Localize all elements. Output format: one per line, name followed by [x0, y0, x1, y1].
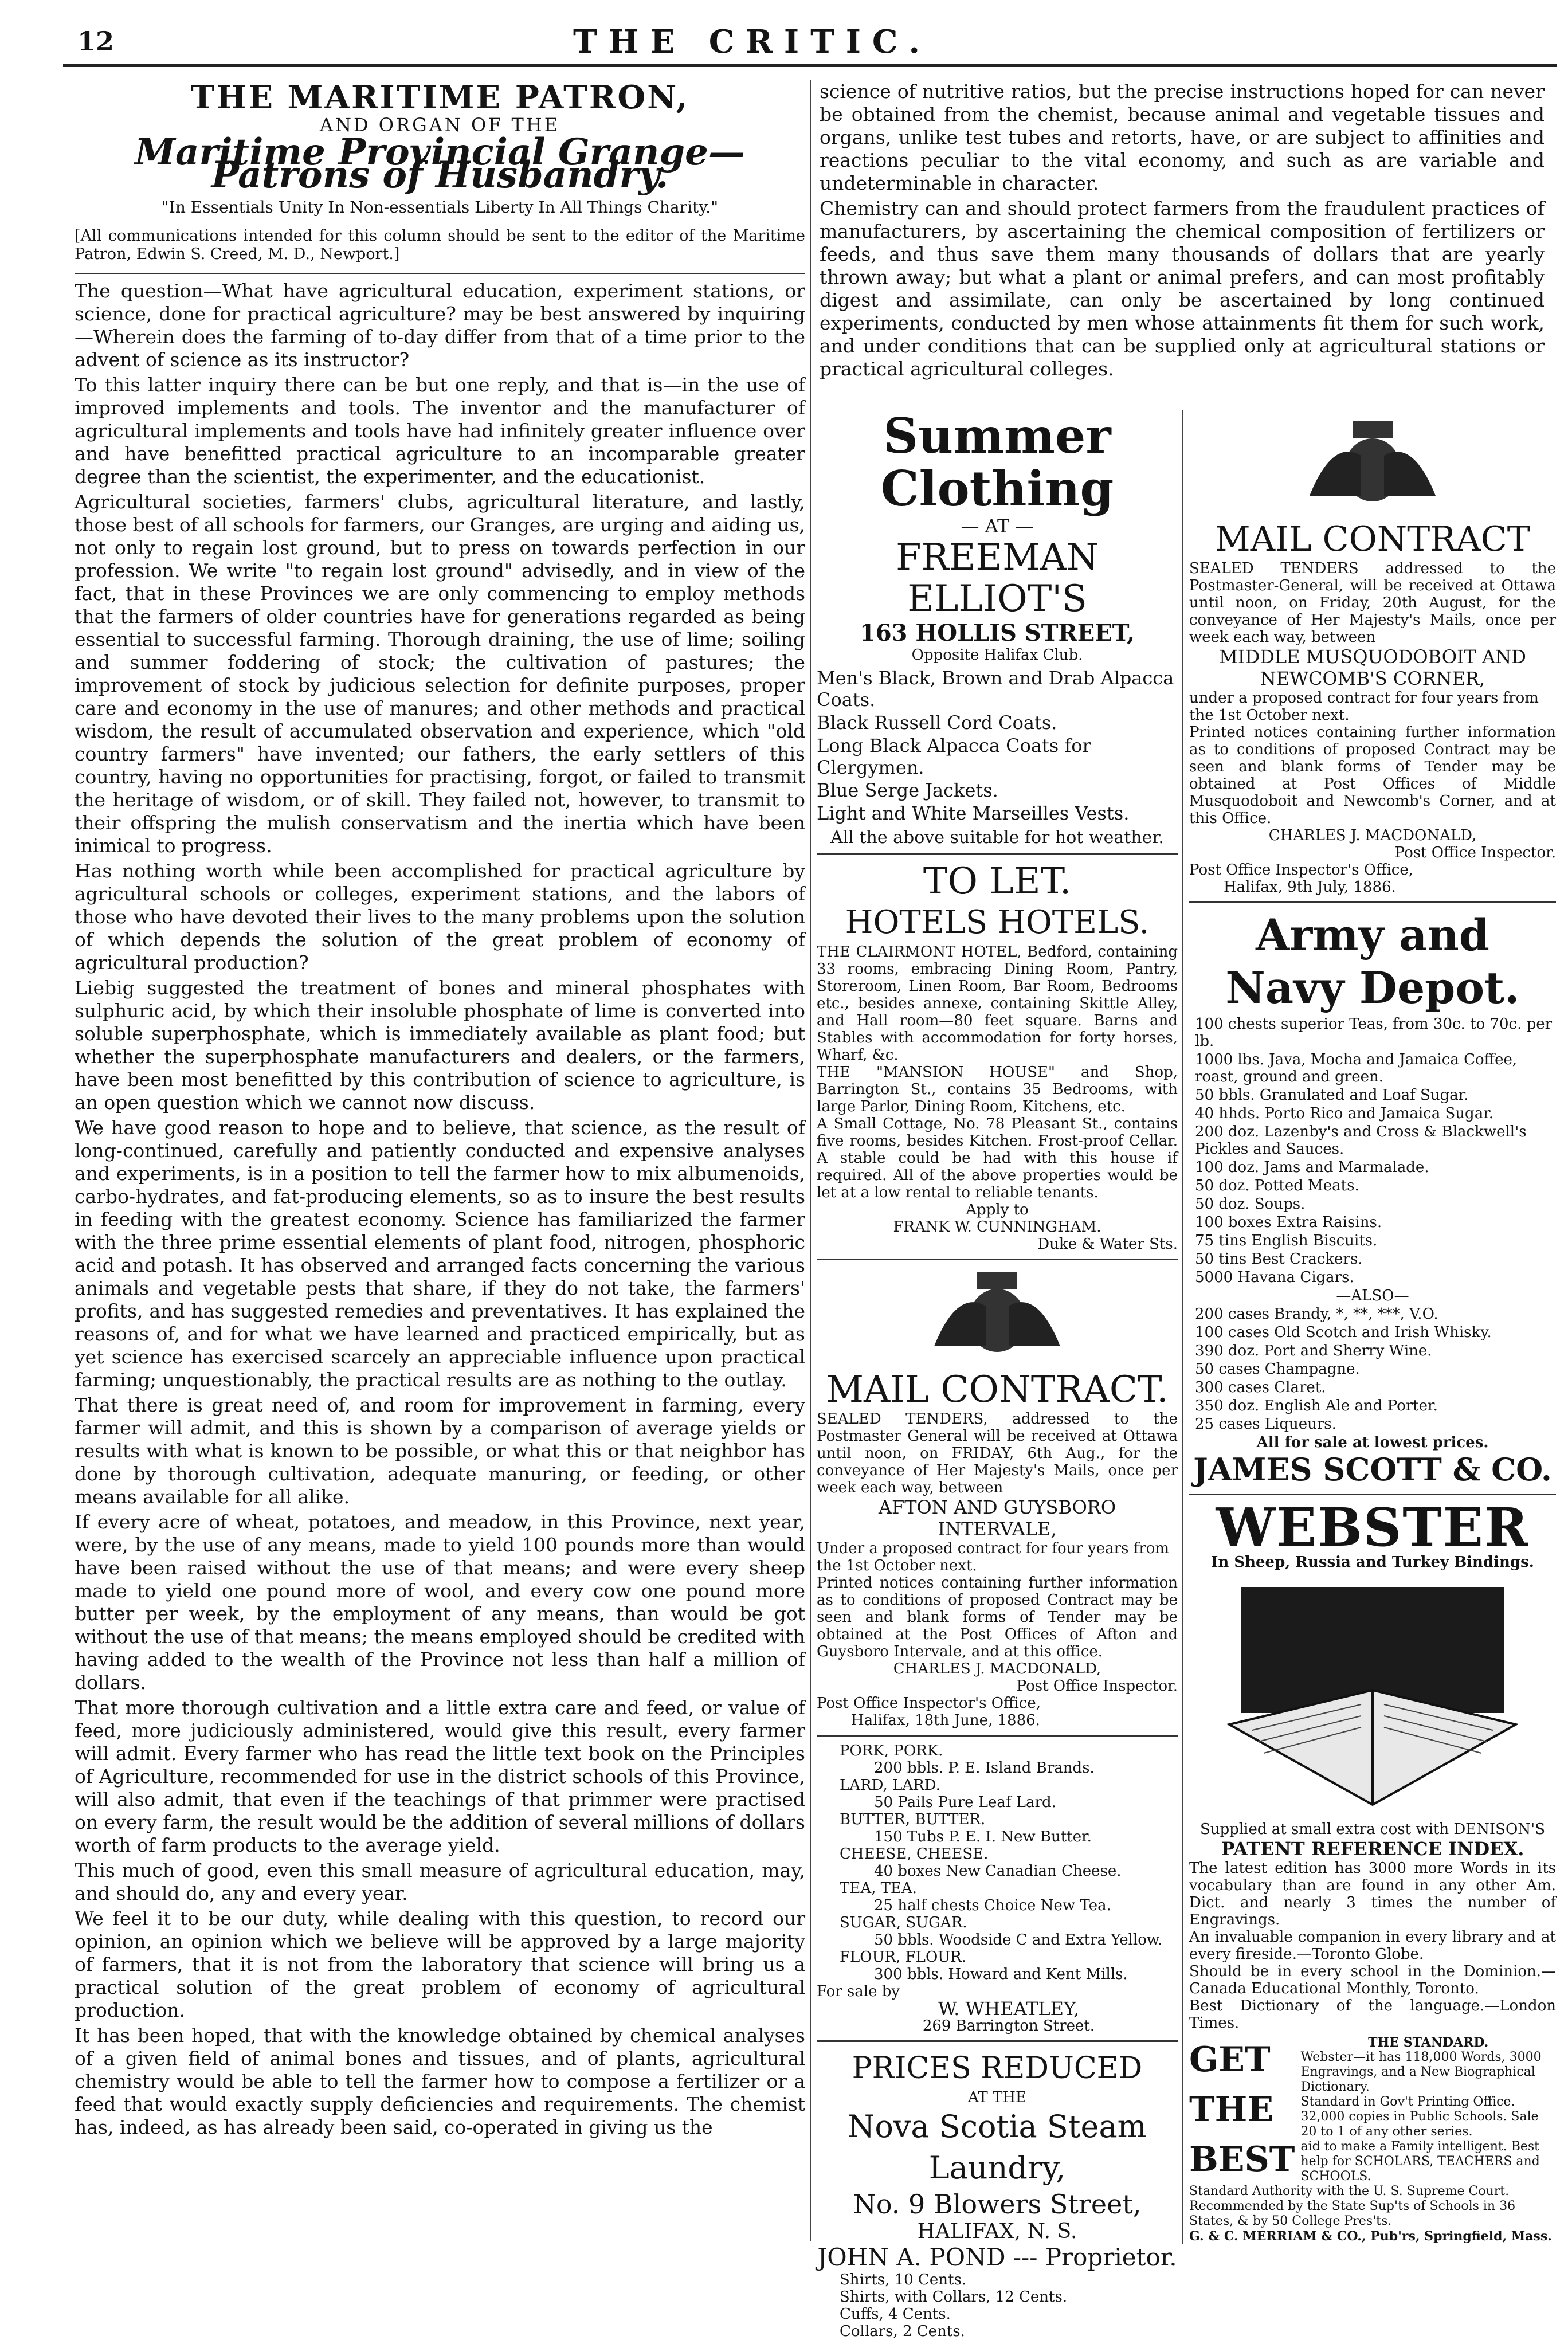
- mail-contract-role: Post Office Inspector.: [1016, 1677, 1178, 1695]
- mail-contract-signer: CHARLES J. MACDONALD,: [1268, 827, 1477, 844]
- ads-right-column: [1189, 410, 1556, 2244]
- article-paragraph: If every acre of wheat, potatoes, and meadow, in this Province, next year, were, by the use of any means, made to yield 100 pounds more than would have been raised without the use of that means; and were every sheep made to yield one pound more of wool, and every cow one pound more butter per week, by the employment of any means, than would be got without the use of that means; the means employed should be credited with having added to the wealth of the Province not less than half a million of dollars.: [75, 1511, 805, 1694]
- column-separator: [810, 80, 811, 2241]
- laundry-price: Collars, 2 Cents.: [840, 2323, 965, 2340]
- webster-body: Best Dictionary of the language.—London Times.: [1189, 1997, 1556, 2032]
- mail-contract-route: MIDDLE MUSQUODOBOIT AND NEWCOMB'S CORNER,: [1219, 646, 1526, 689]
- article-paragraph: Agricultural societies, farmers' clubs, agricultural literature, and lastly, those best of all schools for farmers, our Granges, are urging and aiding us, not only to regain lost ground, but to press on towards perfection in our profession. We write "to regain lost ground" advisedly, and in view of the fact, that in these Provinces we are only commencing to employ methods that the farmers of older countries have for generations regarded as being essential to successful farming. Thorough draining, the use of lime; soiling and summer foddering of stock; the cultivation of pastures; the improvement of stock by judicious selection for definite purposes, proper care and economy in the use of manures; and other methods and practical wisdom, the result of accumulated observation and experience, which "old country farmers" have invented; our fathers, the early settlers of this country, having no opportunities for practising, forgot, or failed to transmit the heritage of wisdom, or of skill. They failed not, however, to transmit to their offspring the mulish conservatism and the inertia which have been inimical to progress.: [75, 491, 805, 857]
- army-item: 50 tins Best Crackers.: [1195, 1251, 1363, 1268]
- laundry-at: AT THE: [968, 2089, 1026, 2106]
- provision-line: BUTTER, BUTTER.: [840, 1811, 986, 1828]
- summer-clothing-title: Summer Clothing: [880, 407, 1114, 517]
- article-paragraph: science of nutritive ratios, but the precise instructions hoped for can never be obtained from the chemist, because animal and vegetable tissues and organs, unlike test tubes and retorts, have, or are subject to affinities and reactions peculiar to the vital economy, and such as are variable and undeterminable in character.: [820, 80, 1545, 194]
- patron-note: [All communications intended for this column should be sent to the editor of the Maritime Patron, Edwin S. Creed, M. D., Newport.]: [75, 227, 805, 263]
- webster-sub: In Sheep, Russia and Turkey Bindings.: [1211, 1554, 1534, 1571]
- provision-line: 150 Tubs P. E. I. New Butter.: [874, 1828, 1092, 1845]
- article-continuation: [820, 80, 1545, 401]
- article-paragraph: It has been hoped, that with the knowledge obtained by chemical analyses of a given field of animal bones and tissues, and of plants, agricultural chemistry would be able to tell the farmer how to compose a fertilizer or a feed that would exactly supply deficiencies and requirements. The chemist has, indeed, as has already been said, co-operated in giving us the: [75, 2024, 805, 2138]
- army-navy-title: Army and Navy Depot.: [1225, 910, 1520, 1013]
- article-paragraph: This much of good, even this small measure of agricultural education, may, and should do, any and every year.: [75, 1859, 805, 1904]
- laundry-price: Shirts, 10 Cents.: [840, 2271, 967, 2288]
- mail-contract-office: Post Office Inspector's Office,: [817, 1695, 1041, 1712]
- article-paragraph: Has nothing worth while been accomplished for practical agriculture by agricultural schools or colleges, experiment stations, and the labors of those who have devoted their lives to the many problems upon the solution of which depends the solution of the great problem of economy of agricultural production?: [75, 860, 805, 974]
- provision-line: FLOUR, FLOUR.: [840, 1949, 967, 1966]
- army-item: 100 boxes Extra Raisins.: [1195, 1214, 1382, 1231]
- ad-divider: [817, 1735, 1178, 1737]
- provision-sale: For sale by: [817, 1983, 900, 2000]
- webster-body: An invaluable companion in every library and at every fireside.—Toronto Globe.: [1189, 1929, 1556, 1963]
- dictionary-book-icon: [1218, 1575, 1527, 1816]
- provision-line: LARD, LARD.: [840, 1777, 940, 1794]
- mail-contract-body: SEALED TENDERS, addressed to the Postmaster General will be received at Ottawa until noon, on FRIDAY, 6th Aug., for the conveyance of Her Majesty's Mails, once per week each way, between: [817, 1410, 1178, 1496]
- summer-at: — AT —: [961, 515, 1034, 537]
- article-paragraph: We have good reason to hope and to believe, that science, as the result of long-continued, carefully and patiently conducted and expensive analyses and experiments, is in a position to tell the farmer how to mix albumenoids, carbo-hydrates, and fat-producing elements, so as to insure the best results in feeding with the greatest economy. Science has familiarized the farmer with the three prime essential elements of plant food, nitrogen, phosphoric acid and potash. It has observed and arranged facts concerning the various animals and vegetable pests that share, if they do not take, the farmers' profits, and has suggested remedies and preventatives. It has explained the reasons of, and for what we have learned and practiced empirically, but as yet science has exercised scarcely an appreciable influence upon practical farming; unquestionably, the practical results are as nothing to the outlay.: [75, 1116, 805, 1391]
- laundry-name: Nova Scotia Steam Laundry,: [848, 2108, 1147, 2186]
- webster-best: BEST: [1189, 2139, 1295, 2180]
- summer-firm: FREEMAN ELLIOT'S: [896, 536, 1099, 620]
- to-let-body: THE CLAIRMONT HOTEL, Bedford, containing 33 rooms, embracing Dining Room, Pantry, Storeroom, Linen Room, Bar Room, Bedrooms etc., besides annexe, containing Skittle Alley, and Hall room—80 feet square. Barns and Stables with accommodation for forty horses, Wharf, &c.: [817, 943, 1178, 1064]
- article-paragraph: The question—What have agricultural education, experiment stations, or science, done for practical agriculture? may be best answered by inquiring—Wherein does the farming of to-day differ from that of a time prior to the advent of science as its instructor?: [75, 280, 805, 371]
- army-item: 5000 Havana Cigars.: [1195, 1269, 1354, 1286]
- army-navy-ad: [1189, 909, 1556, 1488]
- provision-line: TEA, TEA.: [840, 1880, 917, 1897]
- royal-arms-icon: [1298, 416, 1447, 513]
- provision-seller: W. WHEATLEY,: [938, 1998, 1080, 2020]
- army-item: 100 chests superior Teas, from 30c. to 70c. per lb.: [1195, 1016, 1553, 1050]
- webster-std-line: Webster—it has 118,000 Words, 3000 Engravings, and a New Biographical Dictionary.: [1300, 2050, 1542, 2094]
- webster-publisher: G. & C. MERRIAM & CO., Pub'rs, Springfield, Mass.: [1189, 2229, 1552, 2244]
- ads-column-separator: [1182, 410, 1183, 2244]
- ads-left-column: [817, 407, 1178, 2340]
- army-item: 25 cases Liqueurs.: [1195, 1416, 1336, 1433]
- summer-clothing-ad: [817, 407, 1178, 848]
- mail-contract-body2: under a proposed contract for four years from the 1st October next.: [1189, 689, 1539, 724]
- webster-title: WEBSTER: [1216, 1496, 1530, 1558]
- army-item: 1000 lbs. Java, Mocha and Jamaica Coffee, roast, ground and green.: [1195, 1051, 1518, 1085]
- webster-supplied: Supplied at small extra cost with DENISON'S: [1199, 1821, 1546, 1838]
- to-let-name: FRANK W. CUNNINGHAM.: [893, 1218, 1101, 1236]
- army-item: 50 doz. Soups.: [1195, 1196, 1306, 1213]
- patron-blackletter-heading: Maritime Provincial Grange—Patrons of Husbandry.: [135, 131, 745, 197]
- webster-ad: [1189, 1496, 1556, 2244]
- laundry-city: HALIFAX, N. S.: [917, 2220, 1077, 2243]
- army-item: 390 doz. Port and Sherry Wine.: [1195, 1342, 1432, 1359]
- mail-contract-date: Halifax, 9th July, 1886.: [1224, 879, 1396, 896]
- provision-line: 50 Pails Pure Leaf Lard.: [874, 1794, 1056, 1811]
- header-rule: [63, 64, 1557, 67]
- article-paragraph: Liebig suggested the treatment of bones and mineral phosphates with sulphuric acid, by which their insoluble phosphate of lime is converted into soluble superphosphate, which is immediately available as plant food; but whether the superphosphate manufacturers and dealers, or the farmers, have been most benefitted by this contribution of science to agriculture, is an open question which we cannot now discuss.: [75, 977, 805, 1114]
- webster-patent: PATENT REFERENCE INDEX.: [1221, 1838, 1524, 1860]
- webster-footer: Standard Authority with the U. S. Supreme Court. Recommended by the State Sup'ts of Schools in 36 States, & by 50 College Pres'ts.: [1189, 2184, 1516, 2228]
- royal-arms-icon: [923, 1266, 1072, 1363]
- mail-contract-route: AFTON AND GUYSBORO INTERVALE,: [878, 1496, 1116, 1540]
- webster-body: The latest edition has 3000 more Words in its vocabulary than are found in any other Am. Dict. and nearly 3 times the number of Engravings.: [1189, 1860, 1556, 1929]
- mail-contract-signer: CHARLES J. MACDONALD,: [893, 1660, 1101, 1677]
- webster-std-line: aid to make a Family intelligent. Best help for SCHOLARS, TEACHERS and SCHOOLS.: [1300, 2139, 1540, 2184]
- webster-body: Should be in every school in the Dominion.—Canada Educational Monthly, Toronto.: [1189, 1963, 1556, 1997]
- provision-line: 50 bbls. Woodside C and Extra Yellow.: [874, 1931, 1163, 1949]
- laundry-ad: [817, 2048, 1178, 2340]
- summer-item: Blue Serge Jackets.: [817, 779, 998, 801]
- provision-line: CHEESE, CHEESE.: [840, 1845, 989, 1863]
- army-item: 100 doz. Jams and Marmalade.: [1195, 1159, 1429, 1176]
- masthead: THE CRITIC.: [573, 23, 932, 61]
- army-item: 50 doz. Potted Meats.: [1195, 1177, 1359, 1194]
- ad-divider: [817, 853, 1178, 855]
- to-let-subtitle: HOTELS HOTELS.: [845, 904, 1150, 941]
- summer-item: Light and White Marseilles Vests.: [817, 802, 1130, 824]
- to-let-body: THE "MANSION HOUSE" and Shop, Barrington St., contains 35 Bedrooms, with large Parlor, Dining Room, Kitchens, etc.: [817, 1064, 1178, 1115]
- ad-divider: [817, 2040, 1178, 2042]
- mail-contract-role: Post Office Inspector.: [1394, 844, 1556, 861]
- army-firm: JAMES SCOTT & CO.: [1193, 1451, 1552, 1488]
- mail-contract-ad-right: [1189, 416, 1556, 896]
- article-paragraph: We feel it to be our duty, while dealing with this question, to record our opinion, an opinion which we believe will be approved by a large majority of farmers, that it is not from the laboratory that science will bring us a practical solution of the great problem of economy of agricultural production.: [75, 1907, 805, 2021]
- article-paragraph: Chemistry can and should protect farmers from the fraudulent practices of manufacturers, by ascertaining the chemical composition of fertilizers or feeds, and thus save them many thousands of dollars that are yearly thrown away; but what a plant or animal prefers, and can most profitably digest and assimilate, can only be ascertained by long continued experiments, conducted by men whose attainments fit them for such work, and under conditions that can be supplied only at agricultural stations or practical agricultural colleges.: [820, 197, 1545, 380]
- mail-contract-body: SEALED TENDERS addressed to the Postmaster-General, will be received at Ottawa until noon, on Friday, 20th August, for the conveyance of Her Majesty's Mails, once per week each way, between: [1189, 560, 1556, 646]
- mail-contract-body2: Under a proposed contract for four years from the 1st October next.: [817, 1540, 1170, 1574]
- ad-divider: [1189, 1494, 1556, 1495]
- article-paragraph: To this latter inquiry there can be but one reply, and that is—in the use of improved implements and tools. The inventor and the manufacturer of agricultural implements and tools have had infinitely greater influence over and have benefitted practical agriculture to an incomparable greater degree than the scientist, the experimenter, and the educationist.: [75, 374, 805, 488]
- to-let-ad: [817, 861, 1178, 1253]
- to-let-location: Duke & Water Sts.: [1037, 1236, 1178, 1253]
- army-item: 200 doz. Lazenby's and Cross & Blackwell's Pickles and Sauces.: [1195, 1123, 1527, 1158]
- summer-item: Men's Black, Brown and Drab Alpacca Coats.: [817, 667, 1174, 711]
- to-let-title: TO LET.: [923, 860, 1072, 903]
- provision-address: 269 Barrington Street.: [922, 2017, 1095, 2035]
- mail-contract-body3: Printed notices containing further information as to conditions of proposed Contract may be seen and blank forms of Tender may be obtained at Post Offices of Middle Musquodoboit and Newcomb's Corner, and at this Office.: [1189, 724, 1556, 827]
- army-also: —ALSO—: [1336, 1287, 1409, 1304]
- army-item: 50 bbls. Granulated and Loaf Sugar.: [1195, 1087, 1469, 1104]
- article-paragraph: That more thorough cultivation and a little extra care and feed, or value of feed, more judiciously administered, would give this result, every farmer will admit. Every farmer who has read the little text book on the Principles of Agriculture, recommended for use in the district schools of this Province, will also admit, that even if the teachings of that primmer were practised on every farm, the result would be the addition of several millions of dollars worth of farm products to the average yield.: [75, 1696, 805, 1856]
- provision-line: 25 half chests Choice New Tea.: [874, 1897, 1111, 1914]
- provision-line: 200 bbls. P. E. Island Brands.: [874, 1759, 1095, 1777]
- article-paragraph: That there is great need of, and room for improvement in farming, every farmer will admit, and this is shown by a comparison of average yields or results with what is known to be possible, or what this or that neighbor has done by thorough cultivation, adequate manuring, or feeding, or other means available for all alike.: [75, 1394, 805, 1508]
- summer-opposite: Opposite Halifax Club.: [911, 646, 1083, 664]
- laundry-price: Shirts, with Collars, 12 Cents.: [840, 2288, 1068, 2306]
- summer-item: Black Russell Cord Coats.: [817, 712, 1057, 734]
- webster-std-line: Standard in Gov't Printing Office. 32,000 copies in Public Schools. Sale 20 to 1 of any other series.: [1300, 2095, 1539, 2139]
- mail-contract-title: MAIL CONTRACT.: [826, 1369, 1169, 1411]
- army-item: 100 cases Old Scotch and Irish Whisky.: [1195, 1324, 1492, 1341]
- mail-contract-office: Post Office Inspector's Office,: [1189, 861, 1414, 879]
- webster-standard: THE STANDARD.: [1368, 2035, 1489, 2050]
- laundry-proprietor: JOHN A. POND --- Proprietor.: [817, 2243, 1177, 2271]
- patron-title: THE MARITIME PATRON,: [190, 79, 689, 116]
- to-let-body: A Small Cottage, No. 78 Pleasant St., contains five rooms, besides Kitchen. Frost-proof Cellar. A stable could be had with this house if required. All of the above properties would be let at a low rental to reliable tenants.: [817, 1115, 1178, 1201]
- laundry-address: No. 9 Blowers Street,: [853, 2189, 1142, 2220]
- army-footer: All for sale at lowest prices.: [1256, 1434, 1489, 1451]
- summer-address: 163 HOLLIS STREET,: [860, 620, 1135, 646]
- ad-divider: [817, 1259, 1178, 1260]
- army-item: 200 cases Brandy, *, **, ***, V.O.: [1195, 1306, 1438, 1323]
- army-item: 40 hhds. Porto Rico and Jamaica Sugar.: [1195, 1105, 1494, 1122]
- section-divider: [75, 272, 805, 274]
- webster-the: THE: [1189, 2089, 1274, 2130]
- page-number: 12: [77, 26, 115, 57]
- maritime-patron-column: [75, 80, 805, 2241]
- mail-contract-date: Halifax, 18th June, 1886.: [851, 1712, 1040, 1729]
- mail-contract-body3: Printed notices containing further information as to conditions of proposed Contract may be seen and blank forms of Tender may be obtained at the Post Offices of Afton and Guysboro Intervale, and at this office.: [817, 1574, 1178, 1660]
- army-item: 75 tins English Biscuits.: [1195, 1232, 1378, 1249]
- summer-item: Long Black Alpacca Coats for Clergymen.: [817, 735, 1091, 778]
- provision-line: 40 boxes New Canadian Cheese.: [874, 1863, 1122, 1880]
- army-item: 300 cases Claret.: [1195, 1379, 1326, 1396]
- army-item: 50 cases Champagne.: [1195, 1361, 1360, 1378]
- provision-line: SUGAR, SUGAR.: [840, 1914, 967, 1931]
- summer-footer: All the above suitable for hot weather.: [830, 828, 1164, 848]
- mail-contract-title: MAIL CONTRACT: [1215, 519, 1530, 559]
- army-item: 350 doz. English Ale and Porter.: [1195, 1397, 1438, 1414]
- provision-line: 300 bbls. Howard and Kent Mills.: [874, 1966, 1128, 1983]
- mail-contract-ad-left: [817, 1266, 1178, 1729]
- to-let-apply: Apply to: [966, 1201, 1029, 1218]
- provision-line: PORK, PORK.: [840, 1742, 943, 1759]
- laundry-title: PRICES REDUCED: [852, 2051, 1143, 2086]
- laundry-price: Cuffs, 4 Cents.: [840, 2306, 951, 2323]
- patron-motto: "In Essentials Unity In Non-essentials Liberty In All Things Charity.": [161, 198, 719, 217]
- webster-get: GET: [1189, 2040, 1271, 2080]
- ad-divider: [1189, 901, 1556, 903]
- patron-subtitle: AND ORGAN OF THE: [319, 114, 560, 136]
- provisions-ad: [817, 1742, 1178, 2035]
